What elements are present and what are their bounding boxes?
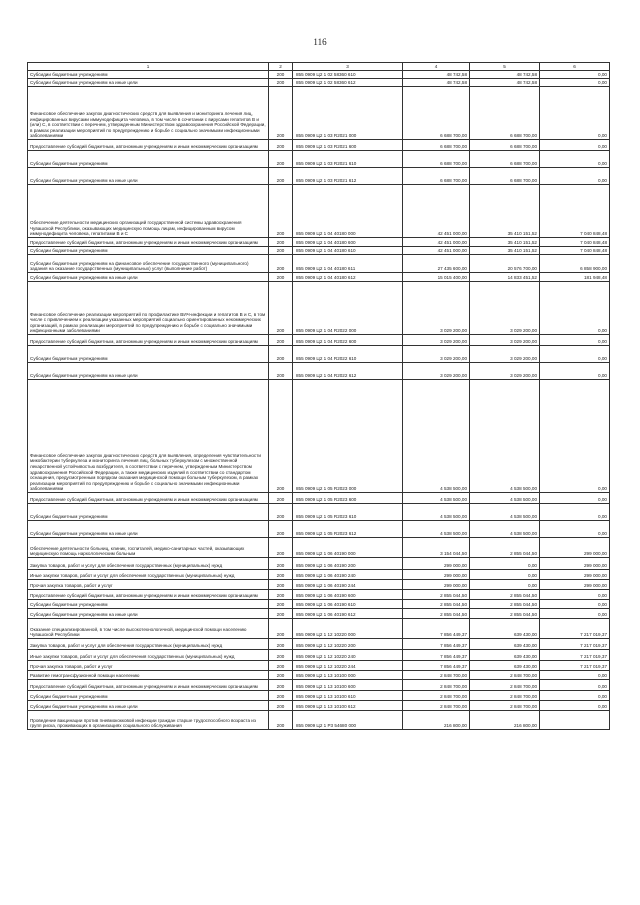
row-amount-executed: 216 800,00	[470, 711, 540, 730]
column-header: 4	[403, 63, 470, 71]
row-name: Развитие гемотрансфузионной помощи населению	[28, 671, 269, 680]
row-amount-executed: 3 029 200,00	[470, 363, 540, 380]
row-name: Субсидии бюджетным учреждениям на иные цели	[28, 521, 269, 538]
row-amount-approved: 2 855 044,50	[403, 600, 470, 609]
row-amount-approved: 2 848 700,00	[403, 691, 470, 701]
row-amount-approved: 42 451 000,00	[403, 238, 470, 247]
row-ved-code: 200	[269, 87, 293, 140]
column-header: 2	[269, 63, 293, 71]
row-amount-approved: 15 015 400,00	[403, 273, 470, 282]
row-ved-code: 200	[269, 363, 293, 380]
row-amount-executed: 2 848 700,00	[470, 680, 540, 691]
row-ved-code: 200	[269, 247, 293, 255]
table-row	[28, 590, 610, 600]
row-ved-code: 200	[269, 558, 293, 570]
row-amount-remaining: 7 217 019,37	[540, 650, 610, 661]
row-amount-approved: 4 538 500,00	[403, 521, 470, 538]
row-name: Закупка товаров, работ и услуг для обеспечения государственных (муниципальных) нужд	[28, 639, 269, 650]
table-row	[28, 380, 610, 493]
row-budget-code: 855 0909 Ц2 1 02 58360 610	[293, 71, 403, 79]
row-budget-code: 855 0909 Ц2 1 04 40180 612	[293, 273, 403, 282]
row-ved-code: 200	[269, 493, 293, 504]
row-amount-remaining: 0,00	[540, 87, 610, 140]
row-amount-approved: 4 538 500,00	[403, 493, 470, 504]
row-amount-remaining: 299 000,00	[540, 580, 610, 590]
row-amount-remaining: 0,00	[540, 680, 610, 691]
row-budget-code: 855 0909 Ц2 1 05 R2023 600	[293, 493, 403, 504]
row-amount-executed: 14 833 451,52	[470, 273, 540, 282]
row-budget-code: 855 0909 Ц2 1 06 40190 610	[293, 600, 403, 609]
row-name: Обеспечение деятельности больниц, клиник, госпиталей, медико-санитарных частей, оказывающих медицинскую помощь наркологическим больным	[28, 538, 269, 558]
row-budget-code: 855 0909 Ц2 1 12 10220 000	[293, 619, 403, 639]
row-budget-code: 855 0909 Ц2 1 04 R2022 610	[293, 346, 403, 363]
row-budget-code: 855 0909 Ц2 1 06 40190 200	[293, 558, 403, 570]
row-ved-code: 200	[269, 619, 293, 639]
row-amount-executed: 639 430,00	[470, 639, 540, 650]
row-budget-code: 855 0909 Ц2 1 06 40190 600	[293, 590, 403, 600]
row-name: Субсидии бюджетным учреждениям	[28, 600, 269, 609]
row-ved-code: 200	[269, 590, 293, 600]
row-budget-code: 855 0909 Ц2 1 04 40180 611	[293, 255, 403, 273]
table-row	[28, 609, 610, 619]
table-row	[28, 580, 610, 590]
row-name: Субсидии бюджетным учреждениям	[28, 247, 269, 255]
row-amount-remaining: 6 858 900,00	[540, 255, 610, 273]
row-name: Проведение вакцинации против пневмококковой инфекции граждан старше трудоспособного возраста из групп риска, проживающих в организациях социального обслуживания	[28, 711, 269, 730]
row-amount-approved: 6 688 700,00	[403, 140, 470, 151]
table-row	[28, 273, 610, 282]
row-budget-code: 855 0909 Ц2 1 06 40190 612	[293, 609, 403, 619]
row-ved-code: 200	[269, 282, 293, 335]
column-header: 3	[293, 63, 403, 71]
row-amount-executed: 3 029 200,00	[470, 346, 540, 363]
table-row	[28, 151, 610, 168]
row-amount-approved: 2 848 700,00	[403, 680, 470, 691]
row-ved-code: 200	[269, 185, 293, 238]
row-amount-approved: 4 538 500,00	[403, 504, 470, 521]
table-row	[28, 538, 610, 558]
table-row	[28, 619, 610, 639]
row-amount-remaining: 299 000,00	[540, 538, 610, 558]
row-ved-code: 200	[269, 273, 293, 282]
row-amount-approved: 7 856 449,37	[403, 619, 470, 639]
row-amount-remaining: 0,00	[540, 335, 610, 346]
row-name: Субсидии бюджетным учреждениям на иные цели	[28, 79, 269, 87]
row-amount-approved: 299 000,00	[403, 580, 470, 590]
row-name: Обеспечение деятельности медицинских организаций государственной системы здравоохранения Чувашской Республики, оказывающих медицинскую помощь лицам, инфицированным вирусом иммунодефицита человека, гепатитами B и C	[28, 185, 269, 238]
row-amount-executed: 3 029 200,00	[470, 282, 540, 335]
row-amount-remaining: 0,00	[540, 691, 610, 701]
row-budget-code: 855 0909 Ц2 1 03 R2021 600	[293, 140, 403, 151]
row-ved-code: 200	[269, 639, 293, 650]
row-amount-executed: 2 855 044,50	[470, 538, 540, 558]
row-name: Предоставление субсидий бюджетным, автономным учреждениям и иным некоммерческим организациям	[28, 140, 269, 151]
row-amount-approved: 7 856 449,37	[403, 639, 470, 650]
row-name: Прочая закупка товаров, работ и услуг	[28, 661, 269, 671]
table-row	[28, 282, 610, 335]
row-name: Иные закупки товаров, работ и услуг для обеспечения государственных (муниципальных) нужд	[28, 650, 269, 661]
row-amount-remaining: 0,00	[540, 168, 610, 185]
row-amount-remaining: 0,00	[540, 600, 610, 609]
table-row	[28, 504, 610, 521]
table-row	[28, 671, 610, 680]
row-amount-remaining: 0,00	[540, 701, 610, 711]
row-amount-remaining: 0,00	[540, 151, 610, 168]
row-amount-approved: 6 688 700,00	[403, 168, 470, 185]
row-budget-code: 855 0909 Ц2 1 12 10220 240	[293, 650, 403, 661]
row-budget-code: 855 0909 Ц2 1 05 R2023 612	[293, 521, 403, 538]
row-name: Субсидии бюджетным учреждениям на иные цели	[28, 701, 269, 711]
table-row	[28, 238, 610, 247]
table-row	[28, 691, 610, 701]
row-ved-code: 200	[269, 691, 293, 701]
row-amount-executed: 35 410 151,52	[470, 238, 540, 247]
row-amount-executed: 639 430,00	[470, 619, 540, 639]
row-amount-remaining: 7 040 848,48	[540, 247, 610, 255]
row-ved-code: 200	[269, 580, 293, 590]
table-row	[28, 87, 610, 140]
row-amount-remaining: 7 040 848,48	[540, 238, 610, 247]
row-budget-code: 855 0909 Ц2 1 06 40190 240	[293, 570, 403, 580]
row-amount-executed: 2 855 044,50	[470, 609, 540, 619]
row-ved-code: 200	[269, 238, 293, 247]
row-amount-remaining: 0,00	[540, 282, 610, 335]
row-amount-approved: 3 029 200,00	[403, 363, 470, 380]
row-ved-code: 200	[269, 255, 293, 273]
row-budget-code: 855 0909 Ц2 1 03 R2021 610	[293, 151, 403, 168]
table-row	[28, 680, 610, 691]
row-amount-approved: 6 688 700,00	[403, 151, 470, 168]
row-budget-code: 855 0909 Ц2 1 05 R2023 610	[293, 504, 403, 521]
row-amount-executed: 2 848 700,00	[470, 701, 540, 711]
row-amount-executed: 639 430,00	[470, 661, 540, 671]
row-ved-code: 200	[269, 79, 293, 87]
row-amount-remaining: 0,00	[540, 504, 610, 521]
row-amount-executed: 2 848 700,00	[470, 691, 540, 701]
row-ved-code: 200	[269, 661, 293, 671]
row-amount-approved: 42 451 000,00	[403, 247, 470, 255]
row-amount-approved: 6 688 700,00	[403, 87, 470, 140]
row-name: Субсидии бюджетным учреждениям	[28, 151, 269, 168]
table-row	[28, 335, 610, 346]
row-amount-remaining	[540, 711, 610, 730]
row-amount-approved: 3 154 044,50	[403, 538, 470, 558]
row-amount-approved: 48 742,58	[403, 71, 470, 79]
row-budget-code: 855 0909 Ц2 1 13 10100 612	[293, 701, 403, 711]
row-budget-code: 855 0909 Ц2 1 06 40190 244	[293, 580, 403, 590]
column-number-row	[28, 63, 610, 71]
row-budget-code: 855 0909 Ц2 1 13 10100 610	[293, 691, 403, 701]
row-amount-remaining: 0,00	[540, 493, 610, 504]
row-ved-code: 200	[269, 600, 293, 609]
row-amount-executed: 20 576 700,00	[470, 255, 540, 273]
row-budget-code: 855 0909 Ц2 1 04 40180 000	[293, 185, 403, 238]
table-row	[28, 79, 610, 87]
row-amount-remaining: 0,00	[540, 363, 610, 380]
row-ved-code: 200	[269, 140, 293, 151]
row-amount-approved: 299 000,00	[403, 558, 470, 570]
row-budget-code: 855 0909 Ц2 1 04 40180 610	[293, 247, 403, 255]
row-amount-approved: 2 848 700,00	[403, 701, 470, 711]
row-name: Предоставление субсидий бюджетным, автономным учреждениям и иным некоммерческим организациям	[28, 493, 269, 504]
row-amount-approved: 4 538 500,00	[403, 380, 470, 493]
row-name: Субсидии бюджетным учреждениям на финансовое обеспечение государственного (муниципального) задания на оказание государственных (муниципальных) услуг (выполнение работ)	[28, 255, 269, 273]
row-amount-executed: 4 538 500,00	[470, 521, 540, 538]
row-name: Субсидии бюджетным учреждениям	[28, 71, 269, 79]
row-amount-executed: 48 742,58	[470, 79, 540, 87]
row-amount-executed: 0,00	[470, 570, 540, 580]
row-amount-remaining: 0,00	[540, 346, 610, 363]
table-row	[28, 493, 610, 504]
row-name: Оказание специализированной, в том числе высокотехнологичной, медицинской помощи населению Чувашской Республики	[28, 619, 269, 639]
row-budget-code: 855 0909 Ц2 1 04 R2022 612	[293, 363, 403, 380]
row-name: Субсидии бюджетным учреждениям на иные цели	[28, 273, 269, 282]
row-amount-remaining: 7 217 019,37	[540, 639, 610, 650]
table-row	[28, 661, 610, 671]
row-name: Субсидии бюджетным учреждениям	[28, 346, 269, 363]
row-amount-approved: 27 435 600,00	[403, 255, 470, 273]
row-amount-executed: 48 742,58	[470, 71, 540, 79]
row-budget-code: 855 0909 Ц2 1 12 10220 244	[293, 661, 403, 671]
budget-table	[27, 62, 610, 730]
row-budget-code: 855 0909 Ц2 1 03 R2021 000	[293, 87, 403, 140]
row-name: Предоставление субсидий бюджетным, автономным учреждениям и иным некоммерческим организациям	[28, 238, 269, 247]
row-ved-code: 200	[269, 609, 293, 619]
row-amount-approved: 7 856 449,37	[403, 661, 470, 671]
row-budget-code: 855 0909 Ц2 1 03 R2021 612	[293, 168, 403, 185]
table-row	[28, 711, 610, 730]
table-row	[28, 558, 610, 570]
row-amount-approved: 3 029 200,00	[403, 282, 470, 335]
row-amount-approved: 216 800,00	[403, 711, 470, 730]
row-ved-code: 200	[269, 680, 293, 691]
row-ved-code: 200	[269, 671, 293, 680]
table-row	[28, 600, 610, 609]
row-amount-executed: 6 688 700,00	[470, 168, 540, 185]
row-amount-executed: 2 848 700,00	[470, 671, 540, 680]
page-number: 116	[313, 37, 327, 47]
row-amount-remaining: 7 217 019,37	[540, 661, 610, 671]
row-budget-code: 855 0909 Ц2 1 04 R2022 600	[293, 335, 403, 346]
row-name: Субсидии бюджетным учреждениям	[28, 504, 269, 521]
row-ved-code: 200	[269, 538, 293, 558]
row-name: Финансовое обеспечение реализации мероприятий по профилактике ВИЧ-инфекции и гепатитов B и C, в том числе с привлечением к реализации указанных мероприятий социально ориентированных некоммерческих организаций, в рамках реализации мероприятий по предупреждению и борьбе с социально значимыми инфекционными заболеваниями	[28, 282, 269, 335]
row-name: Субсидии бюджетным учреждениям на иные цели	[28, 168, 269, 185]
column-header: 5	[470, 63, 540, 71]
table-row	[28, 363, 610, 380]
row-amount-approved: 3 029 200,00	[403, 346, 470, 363]
row-amount-executed: 4 538 500,00	[470, 493, 540, 504]
row-name: Иные закупки товаров, работ и услуг для обеспечения государственных (муниципальных) нужд	[28, 570, 269, 580]
row-ved-code: 200	[269, 380, 293, 493]
row-ved-code: 200	[269, 151, 293, 168]
row-amount-approved: 3 029 200,00	[403, 335, 470, 346]
row-amount-executed: 2 855 044,50	[470, 600, 540, 609]
row-amount-remaining: 0,00	[540, 590, 610, 600]
row-amount-executed: 4 538 500,00	[470, 504, 540, 521]
row-ved-code: 200	[269, 521, 293, 538]
row-budget-code: 855 0909 Ц2 1 P3 54680 000	[293, 711, 403, 730]
row-amount-approved: 2 855 044,50	[403, 609, 470, 619]
table-row	[28, 71, 610, 79]
row-budget-code: 855 0909 Ц2 1 13 10100 000	[293, 671, 403, 680]
table-row	[28, 255, 610, 273]
row-amount-executed: 6 688 700,00	[470, 151, 540, 168]
row-budget-code: 855 0909 Ц2 1 12 10220 200	[293, 639, 403, 650]
row-ved-code: 200	[269, 346, 293, 363]
row-amount-executed: 0,00	[470, 558, 540, 570]
row-amount-executed: 639 430,00	[470, 650, 540, 661]
row-amount-remaining: 181 948,48	[540, 273, 610, 282]
row-amount-approved: 42 451 000,00	[403, 185, 470, 238]
row-name: Финансовое обеспечение закупок диагностических средств для выявления и мониторинга лечения лиц, инфицированных вирусами иммунодефицита человека, в том числе в сочетании с вирусами гепатитов B и (или) C, в соответствии с перечнем, утвержденным Министерством здравоохранения Российской Федерации, в рамках реализации мероприятий по предупреждению и борьбе с социально значимыми инфекционными заболеваниями	[28, 87, 269, 140]
row-name: Прочая закупка товаров, работ и услуг	[28, 580, 269, 590]
row-name: Закупка товаров, работ и услуг для обеспечения государственных (муниципальных) нужд	[28, 558, 269, 570]
row-ved-code: 200	[269, 570, 293, 580]
row-ved-code: 200	[269, 504, 293, 521]
row-amount-remaining: 0,00	[540, 140, 610, 151]
column-header: 1	[28, 63, 269, 71]
table-row	[28, 346, 610, 363]
row-ved-code: 200	[269, 335, 293, 346]
table-row	[28, 570, 610, 580]
row-amount-remaining: 0,00	[540, 521, 610, 538]
row-amount-approved: 7 856 449,37	[403, 650, 470, 661]
row-amount-remaining: 7 217 019,37	[540, 619, 610, 639]
row-budget-code: 855 0909 Ц2 1 06 40190 000	[293, 538, 403, 558]
row-amount-approved: 299 000,00	[403, 570, 470, 580]
column-header: 6	[540, 63, 610, 71]
row-amount-remaining: 0,00	[540, 380, 610, 493]
row-amount-executed: 4 538 500,00	[470, 380, 540, 493]
table-row	[28, 140, 610, 151]
row-ved-code: 200	[269, 168, 293, 185]
row-amount-remaining: 0,00	[540, 671, 610, 680]
row-name: Предоставление субсидий бюджетным, автономным учреждениям и иным некоммерческим организациям	[28, 335, 269, 346]
table-row	[28, 701, 610, 711]
row-amount-remaining: 0,00	[540, 79, 610, 87]
row-name: Субсидии бюджетным учреждениям на иные цели	[28, 609, 269, 619]
row-budget-code: 855 0909 Ц2 1 05 R2023 000	[293, 380, 403, 493]
table-row	[28, 521, 610, 538]
row-budget-code: 855 0909 Ц2 1 13 10100 600	[293, 680, 403, 691]
row-amount-executed: 2 855 044,50	[470, 590, 540, 600]
row-name: Субсидии бюджетным учреждениям	[28, 691, 269, 701]
row-name: Субсидии бюджетным учреждениям на иные цели	[28, 363, 269, 380]
row-name: Предоставление субсидий бюджетным, автономным учреждениям и иным некоммерческим организациям	[28, 590, 269, 600]
row-ved-code: 200	[269, 650, 293, 661]
row-amount-approved: 48 742,58	[403, 79, 470, 87]
row-name: Финансовое обеспечение закупок диагностических средств для выявления, определения чувствительности микобактерии туберкулеза и мониторинга лечения лиц, больных туберкулезом с множественной лекарственной устойчивостью возбудителя, в соответствии с перечнем, утвержденным Министерством здравоохранения Российской Федерации, а также медицинских изделий в соответствии со стандартом оснащения, предусмотренным порядком оказания медицинской помощи больным туберкулезом, в рамках реализации мероприятий по предупреждению и борьбе с социально значимыми инфекционными заболеваниями	[28, 380, 269, 493]
row-amount-executed: 35 410 151,52	[470, 185, 540, 238]
table-row	[28, 639, 610, 650]
row-amount-remaining: 0,00	[540, 609, 610, 619]
row-amount-executed: 35 410 151,52	[470, 247, 540, 255]
row-ved-code: 200	[269, 71, 293, 79]
table-row	[28, 650, 610, 661]
table-row	[28, 247, 610, 255]
row-amount-executed: 3 029 200,00	[470, 335, 540, 346]
row-amount-executed: 6 688 700,00	[470, 87, 540, 140]
row-amount-approved: 2 855 044,50	[403, 590, 470, 600]
row-amount-remaining: 299 000,00	[540, 570, 610, 580]
row-ved-code: 200	[269, 711, 293, 730]
row-ved-code: 200	[269, 701, 293, 711]
table-row	[28, 185, 610, 238]
row-amount-remaining: 7 040 848,48	[540, 185, 610, 238]
row-amount-approved: 2 848 700,00	[403, 671, 470, 680]
row-amount-executed: 6 688 700,00	[470, 140, 540, 151]
row-name: Предоставление субсидий бюджетным, автономным учреждениям и иным некоммерческим организациям	[28, 680, 269, 691]
row-budget-code: 855 0909 Ц2 1 04 R2022 000	[293, 282, 403, 335]
row-amount-remaining: 0,00	[540, 71, 610, 79]
row-budget-code: 855 0909 Ц2 1 02 58360 612	[293, 79, 403, 87]
row-budget-code: 855 0909 Ц2 1 04 40180 600	[293, 238, 403, 247]
table-row	[28, 168, 610, 185]
row-amount-remaining: 299 000,00	[540, 558, 610, 570]
row-amount-executed: 0,00	[470, 580, 540, 590]
